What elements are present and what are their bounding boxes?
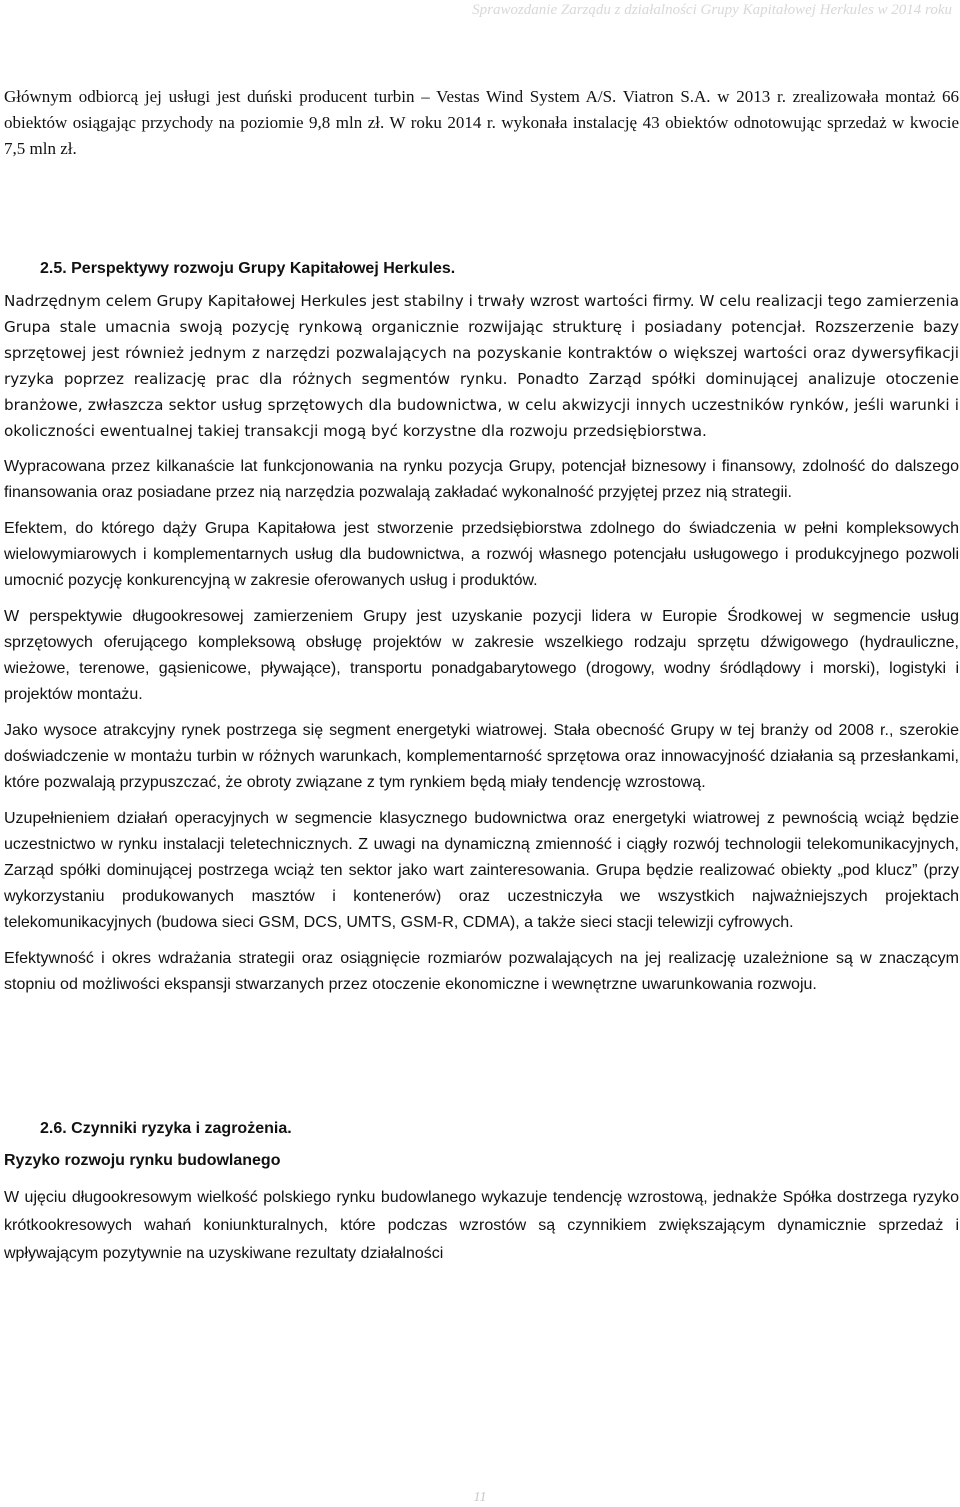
section-heading-2-5: 2.5. Perspektywy rozwoju Grupy Kapitałowej Herkules.: [40, 260, 456, 277]
subsection-heading-construction-risk: Ryzyko rozwoju rynku budowlanego: [4, 1152, 281, 1169]
section-2-5-paragraph-4: Jako wysoce atrakcyjny rynek postrzega się segment energetyki wiatrowej. Stała obecność Grupy w tej branży od 2008 r., szerokie doświadczenie w montażu turbin w różnych warunkach, komplementarność sprzętowa oraz innowacyjność działania są przesłankami, które pozwalają przypuszczać, że obroty związane z tym rynkiem będą miały tendencję wzrostową.: [4, 722, 959, 791]
section-2-5-paragraph-1: Wypracowana przez kilkanaście lat funkcjonowania na rynku pozycja Grupy, potencjał biznesowy i finansowy, zdolność do dalszego finansowania oraz posiadane przez nią narzędzia pozwalają zakładać wykonalność przyjętej przez nią strategii.: [4, 458, 959, 501]
section-2-6-paragraph: W ujęciu długookresowym wielkość polskiego rynku budowlanego wykazuje tendencję wzrostową, jednakże Spółka dostrzega ryzyko krótkookresowych wahań koniunkturalnych, które podczas wzrostów są czynnikiem zwiększającym dynamicznie sprzedaż i wpływającym pozytywnie na uzyskiwane rezultaty działalności: [4, 1189, 959, 1262]
document-body: [4, 84, 959, 1278]
section-2-5-paragraph-6: Efektywność i okres wdrażania strategii oraz osiągnięcie rozmiarów pozwalających na jej realizację uzależnione są w znaczącym stopniu od możliwości ekspansji stwarzanych przez otoczenie ekonomiczne i wewnętrzne uwarunkowania rozwoju.: [4, 950, 959, 993]
section-2-5-lead-paragraph: Nadrzędnym celem Grupy Kapitałowej Herkules jest stabilny i trwały wzrost wartości firmy. W celu realizacji tego zamierzenia Grupa stale umacnia swoją pozycję rynkową organicznie rozwijając strukturę i posiadany potencjał. Rozszerzenie bazy sprzętowej jest również jednym z narzędzi pozwalających na pozyskanie kontraktów o większej wartości oraz dywersyfikacji ryzyka poprzez realizację prac dla różnych segmentów rynku. Ponadto Zarząd spółki dominującej analizuje otoczenie branżowe, zwłaszcza sektor usług sprzętowych dla budownictwa, w celu akwizycji innych uczestników rynków, jeśli warunki i okoliczności ewentualnej takiej transakcji mogą być korzystne dla rozwoju przedsiębiorstwa.: [4, 292, 959, 440]
running-header: Sprawozdanie Zarządu z działalności Grupy Kapitałowej Herkules w 2014 roku: [472, 2, 952, 18]
section-2-5-paragraph-3: W perspektywie długookresowej zamierzeniem Grupy jest uzyskanie pozycji lidera w Europie Środkowej w segmencie usług sprzętowych oferującego kompleksową obsługę projektów w zakresie wszelkiego rodzaju sprzętu dźwigowego (hydrauliczne, wieżowe, terenowe, gąsienicowe, pływające), transportu ponadgabarytowego (drogowy, wodny śródlądowy i morski), logistyki i projektów montażu.: [4, 608, 959, 703]
section-2-5-paragraph-5: Uzupełnieniem działań operacyjnych w segmencie klasycznego budownictwa oraz energetyki wiatrowej z pewnością wciąż będzie uczestnictwo w rynku instalacji teletechnicznych. Z uwagi na dynamiczną zmienność i ciągły rozwój technologii telekomunikacyjnych, Zarząd spółki dominującej postrzega wciąż ten sektor jako wart zainteresowania. Grupa będzie realizować obiekty „pod klucz” (przy wykorzystaniu produkowanych masztów i kontenerów) oraz uczestniczyła we wszystkich najważniejszych projektach telekomunikacyjnych (budowa sieci GSM, DCS, UMTS, GSM-R, CDMA), a także sieci stacji telewizji cyfrowych.: [4, 810, 959, 931]
section-2-5-paragraph-2: Efektem, do którego dąży Grupa Kapitałowa jest stworzenie przedsiębiorstwa zdolnego do świadczenia w pełni kompleksowych wielowymiarowych i komplementarnych usług dla budownictwa, a rozwój własnego potencjału usługowego i produkcyjnego pozwoli umocnić pozycję konkurencyjną w zakresie oferowanych usług i produktów.: [4, 520, 959, 589]
intro-paragraph: Głównym odbiorcą jej usługi jest duński producent turbin – Vestas Wind System A/S. Viatron S.A. w 2013 r. zrealizowała montaż 66 obiektów osiągając przychody na poziomie 9,8 mln zł. W roku 2014 r. wykonała instalację 43 obiektów odnotowując sprzedaż w kwocie 7,5 mln zł.: [4, 87, 959, 158]
page-number: 11: [473, 1490, 487, 1505]
section-heading-2-6: 2.6. Czynniki ryzyka i zagrożenia.: [40, 1120, 292, 1137]
